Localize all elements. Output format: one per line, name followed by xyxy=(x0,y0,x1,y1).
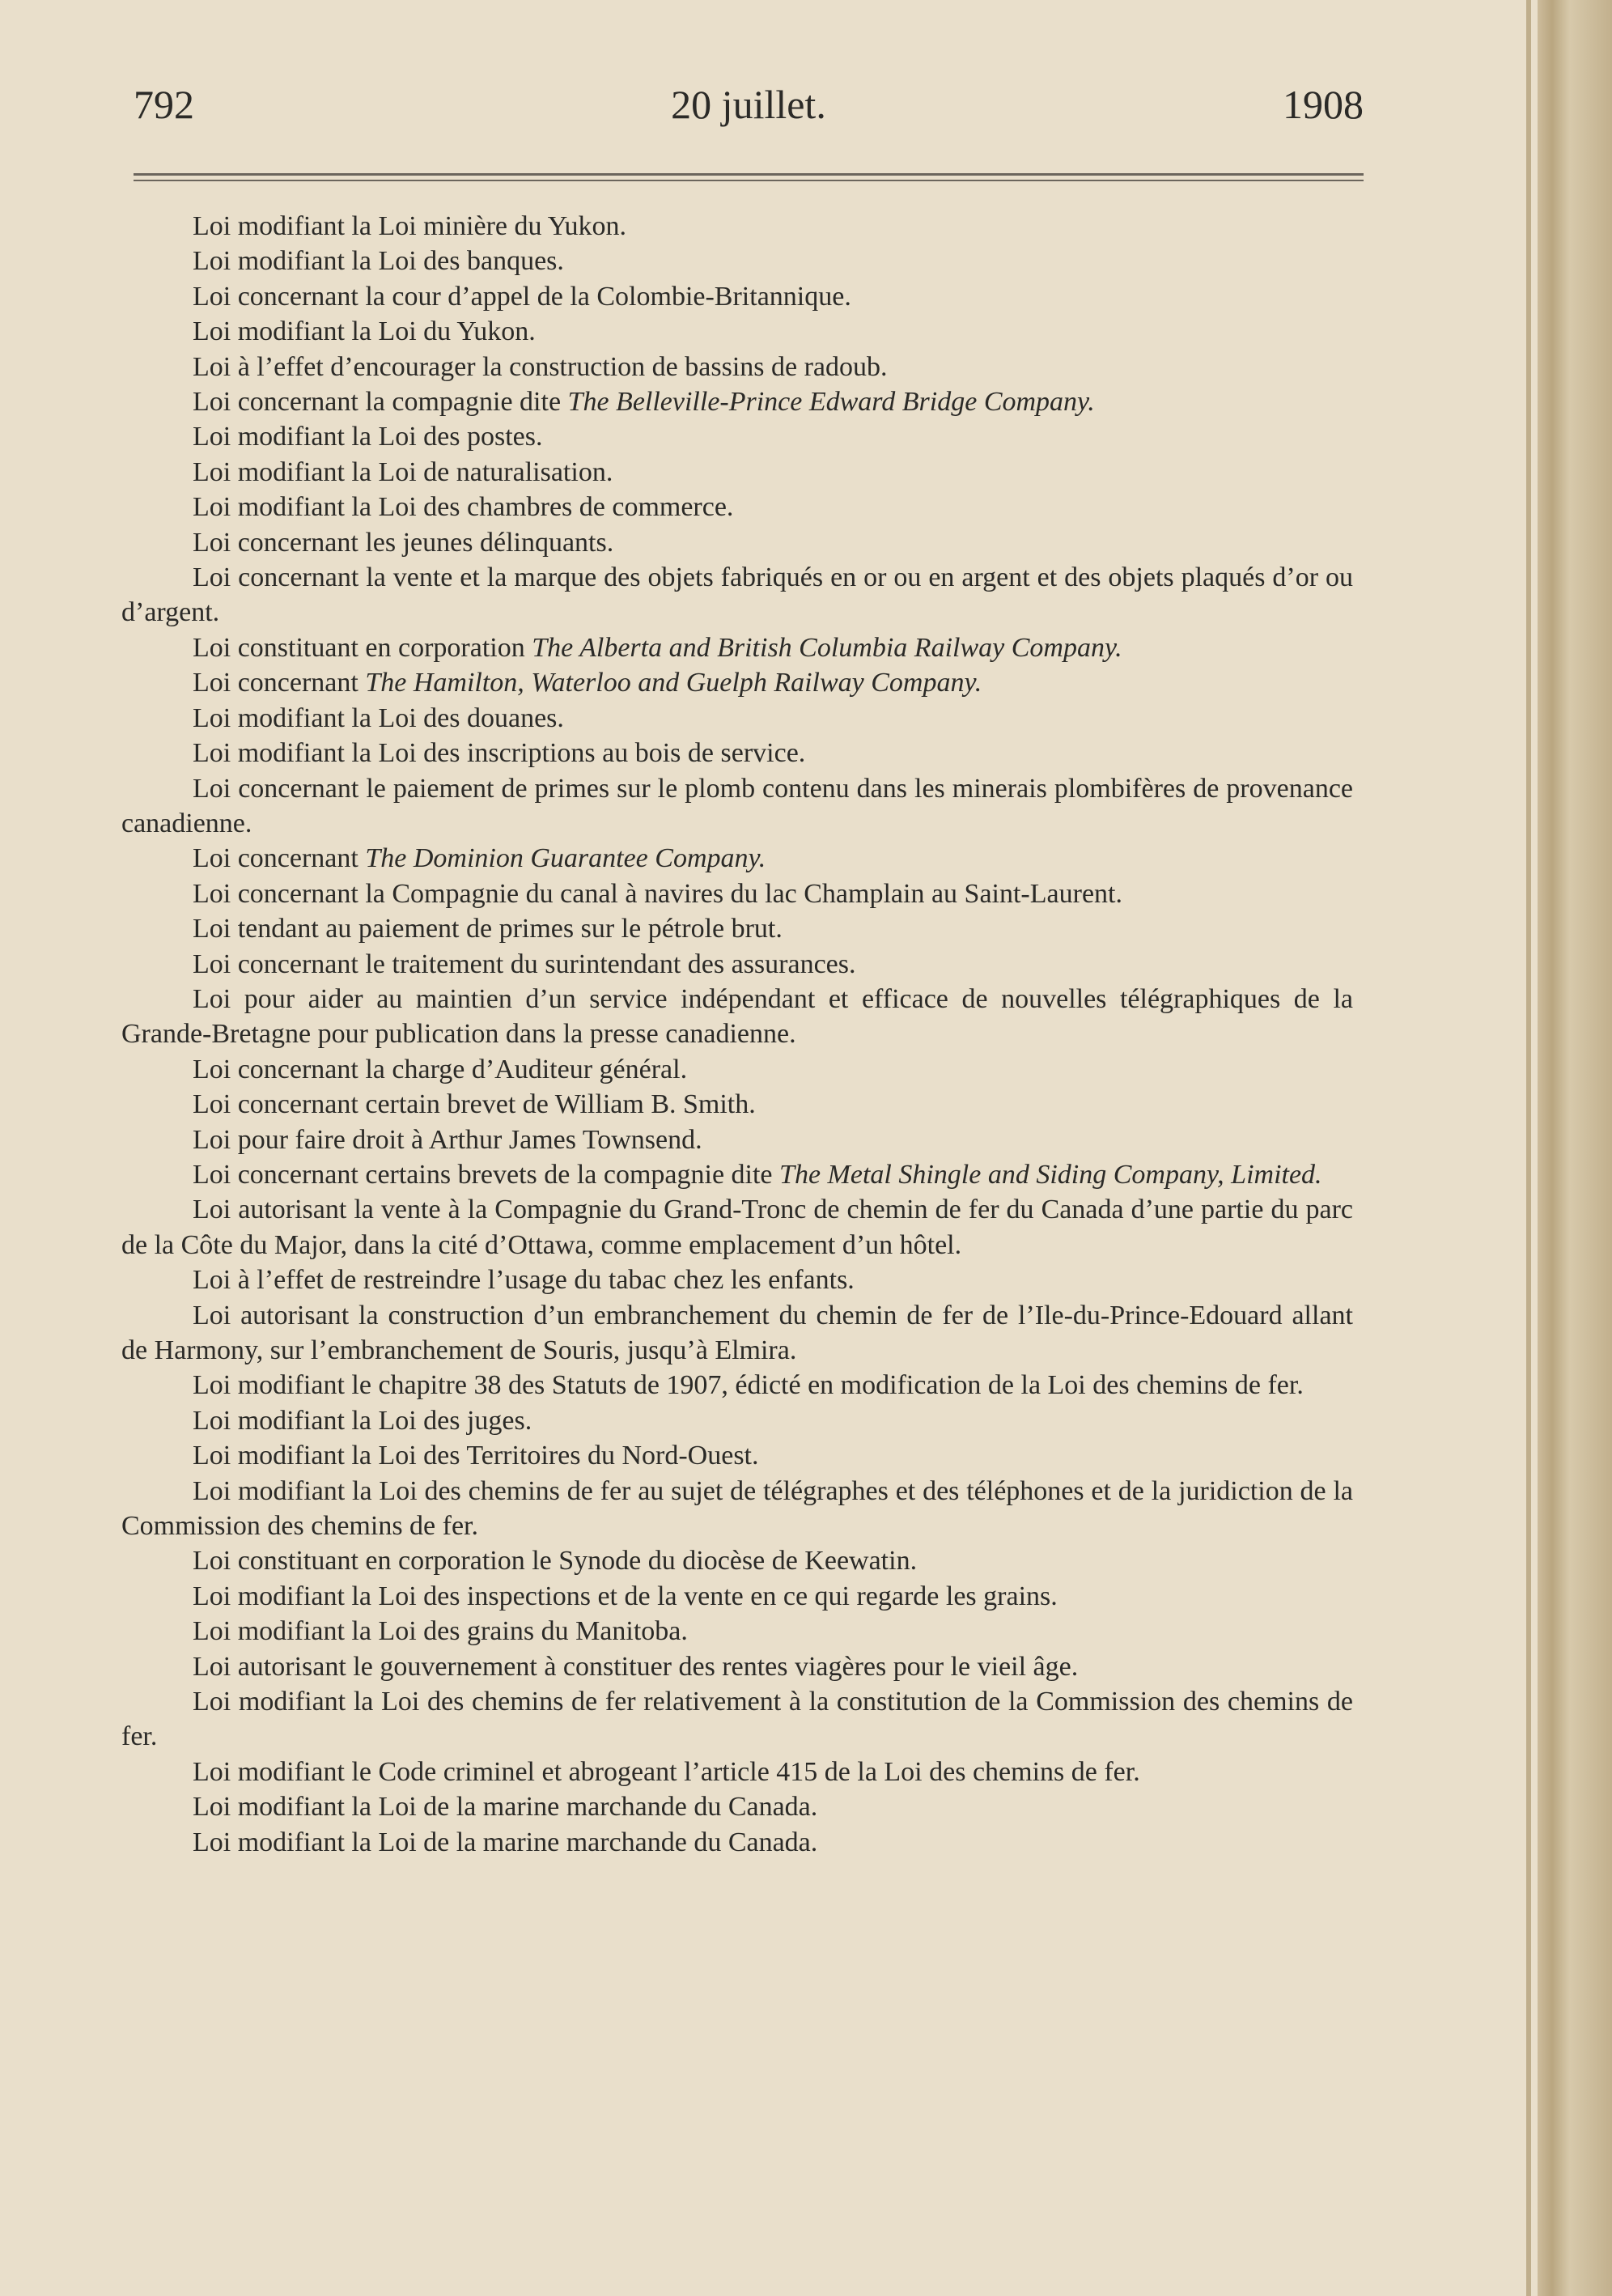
act-entry xyxy=(121,1157,1353,1192)
page-date: 20 juillet. xyxy=(671,82,826,127)
act-text: Loi concernant certain brevet de William B. Smith. xyxy=(193,1089,756,1120)
act-text: Loi concernant le paiement de primes sur le plomb contenu dans les minerais plombifères de provenance canadienne. xyxy=(121,773,1353,838)
act-entry xyxy=(121,1825,1353,1860)
act-text: Loi concernant la charge d’Auditeur général. xyxy=(193,1054,688,1084)
act-entry xyxy=(121,947,1353,982)
act-text: Loi modifiant la Loi des juges. xyxy=(193,1405,532,1436)
act-text: Loi modifiant la Loi des inscriptions au bois de service. xyxy=(193,738,806,769)
act-entry xyxy=(121,1438,1353,1473)
act-entry xyxy=(121,1298,1353,1369)
act-text: Loi concernant la Compagnie du canal à navires du lac Champlain au Saint-Laurent. xyxy=(193,878,1122,909)
act-company-name: The Hamilton, Waterloo and Guelph Railway Company. xyxy=(365,668,982,698)
act-text: Loi concernant xyxy=(193,668,366,698)
act-text: Loi constituant en corporation le Synode du diocèse de Keewatin. xyxy=(193,1546,918,1577)
act-entry xyxy=(121,1789,1353,1824)
act-text: Loi autorisant le gouvernement à constituer des rentes viagères pour le vieil âge. xyxy=(193,1651,1079,1682)
act-text: Loi concernant xyxy=(193,843,366,874)
header-rule-top xyxy=(134,173,1364,176)
act-text: Loi modifiant la Loi de la marine marchande du Canada. xyxy=(193,1792,818,1823)
act-text: Loi modifiant le chapitre 38 des Statuts de 1907, édicté en modification de la Loi des chemins de fer. xyxy=(193,1370,1304,1401)
act-entry xyxy=(121,841,1353,876)
act-entry xyxy=(121,1649,1353,1684)
act-entry xyxy=(121,209,1353,244)
act-text: Loi modifiant la Loi des Territoires du Nord-Ouest. xyxy=(193,1441,759,1471)
act-entry xyxy=(121,1123,1353,1157)
act-entry xyxy=(121,455,1353,490)
act-text: Loi tendant au paiement de primes sur le pétrole brut. xyxy=(193,914,783,944)
act-entry xyxy=(121,911,1353,946)
act-text: Loi modifiant la Loi des chambres de commerce. xyxy=(193,492,734,523)
act-text: Loi modifiant la Loi des grains du Manitoba. xyxy=(193,1616,688,1647)
act-text: Loi modifiant la Loi minière du Yukon. xyxy=(193,211,627,241)
act-text: Loi modifiant la Loi du Yukon. xyxy=(193,316,536,347)
act-entry xyxy=(121,1087,1353,1122)
act-text: Loi concernant la compagnie dite xyxy=(193,387,568,418)
act-entry xyxy=(121,384,1353,419)
act-entry xyxy=(121,1579,1353,1614)
page-year: 1908 xyxy=(1283,82,1364,127)
page-edge-shadow xyxy=(1526,0,1531,2296)
act-text: Loi concernant les jeunes délinquants. xyxy=(193,527,614,558)
act-entry xyxy=(121,876,1353,911)
page-header xyxy=(134,81,1364,146)
act-text: Loi modifiant la Loi des douanes. xyxy=(193,702,564,733)
act-entry xyxy=(121,560,1353,630)
act-entry xyxy=(121,665,1353,700)
act-text: Loi modifiant la Loi des postes. xyxy=(193,422,543,452)
act-text: Loi modifiant la Loi des chemins de fer relativement à la constitution de la Commission des chemins de fer. xyxy=(121,1687,1353,1752)
header-rule-bottom xyxy=(134,180,1364,181)
act-text: Loi modifiant la Loi des banques. xyxy=(193,246,564,277)
act-text: Loi modifiant la Loi de naturalisation. xyxy=(193,456,613,487)
act-entry xyxy=(121,701,1353,736)
act-company-name: The Alberta and British Columbia Railway Company. xyxy=(532,632,1122,663)
act-entry xyxy=(121,490,1353,524)
act-text: Loi à l’effet d’encourager la construction de bassins de radoub. xyxy=(193,351,888,382)
act-entry xyxy=(121,736,1353,770)
act-entry xyxy=(121,1403,1353,1438)
act-text: Loi pour faire droit à Arthur James Townsend. xyxy=(193,1124,702,1155)
act-entry xyxy=(121,1755,1353,1789)
act-entry xyxy=(121,1263,1353,1297)
page-edge xyxy=(1538,0,1612,2296)
act-text: Loi modifiant le Code criminel et abrogeant l’article 415 de la Loi des chemins de fer. xyxy=(193,1756,1140,1787)
act-text: Loi concernant la cour d’appel de la Colombie-Britannique. xyxy=(193,281,851,312)
act-entry xyxy=(121,1368,1353,1403)
act-entry xyxy=(121,771,1353,842)
act-entry xyxy=(121,1614,1353,1649)
act-entry xyxy=(121,1684,1353,1755)
act-text: Loi constituant en corporation xyxy=(193,632,532,663)
act-entry xyxy=(121,525,1353,560)
act-company-name: The Belleville-Prince Edward Bridge Company. xyxy=(567,387,1095,418)
act-text: Loi à l’effet de restreindre l’usage du tabac chez les enfants. xyxy=(193,1265,855,1296)
act-entry xyxy=(121,1192,1353,1263)
act-company-name: The Metal Shingle and Siding Company, Limited. xyxy=(779,1159,1322,1190)
act-list xyxy=(121,209,1353,1860)
act-text: Loi concernant le traitement du surintendant des assurances. xyxy=(193,949,856,979)
act-text: Loi autorisant la vente à la Compagnie du Grand-Tronc de chemin de fer du Canada d’une partie du parc de la Côte du Major, dans la cité d’Ottawa, comme emplacement d’un hôtel. xyxy=(121,1195,1353,1260)
act-entry xyxy=(121,1474,1353,1544)
act-company-name: The Dominion Guarantee Company. xyxy=(365,843,766,874)
act-text: Loi modifiant la Loi des inspections et de la vente en ce qui regarde les grains. xyxy=(193,1581,1058,1611)
act-entry xyxy=(121,350,1353,384)
act-entry xyxy=(121,244,1353,278)
act-entry xyxy=(121,314,1353,349)
act-entry xyxy=(121,1052,1353,1087)
act-text: Loi modifiant la Loi des chemins de fer au sujet de télégraphes et des téléphones et de la juridiction de la Commission des chemins de fer. xyxy=(121,1475,1353,1542)
act-text: Loi modifiant la Loi de la marine marchande du Canada. xyxy=(193,1827,818,1857)
act-entry xyxy=(121,279,1353,314)
act-text: Loi concernant la vente et la marque des objets fabriqués en or ou en argent et des objets plaqués d’or ou d’argent. xyxy=(121,562,1353,628)
act-text: Loi concernant certains brevets de la compagnie dite xyxy=(193,1159,780,1190)
act-entry xyxy=(121,630,1353,665)
page-number: 792 xyxy=(134,82,194,127)
act-entry xyxy=(121,419,1353,454)
act-entry xyxy=(121,1543,1353,1578)
act-text: Loi autorisant la construction d’un embranchement du chemin de fer de l’Ile-du-Prince-Edouard allant de Harmony, sur l’embranchement de Souris, jusqu’à Elmira. xyxy=(121,1300,1353,1365)
act-entry xyxy=(121,982,1353,1052)
act-text: Loi pour aider au maintien d’un service indépendant et efficace de nouvelles télégraphiques de la Grande-Bretagne pour publication dans la presse canadienne. xyxy=(121,983,1353,1050)
